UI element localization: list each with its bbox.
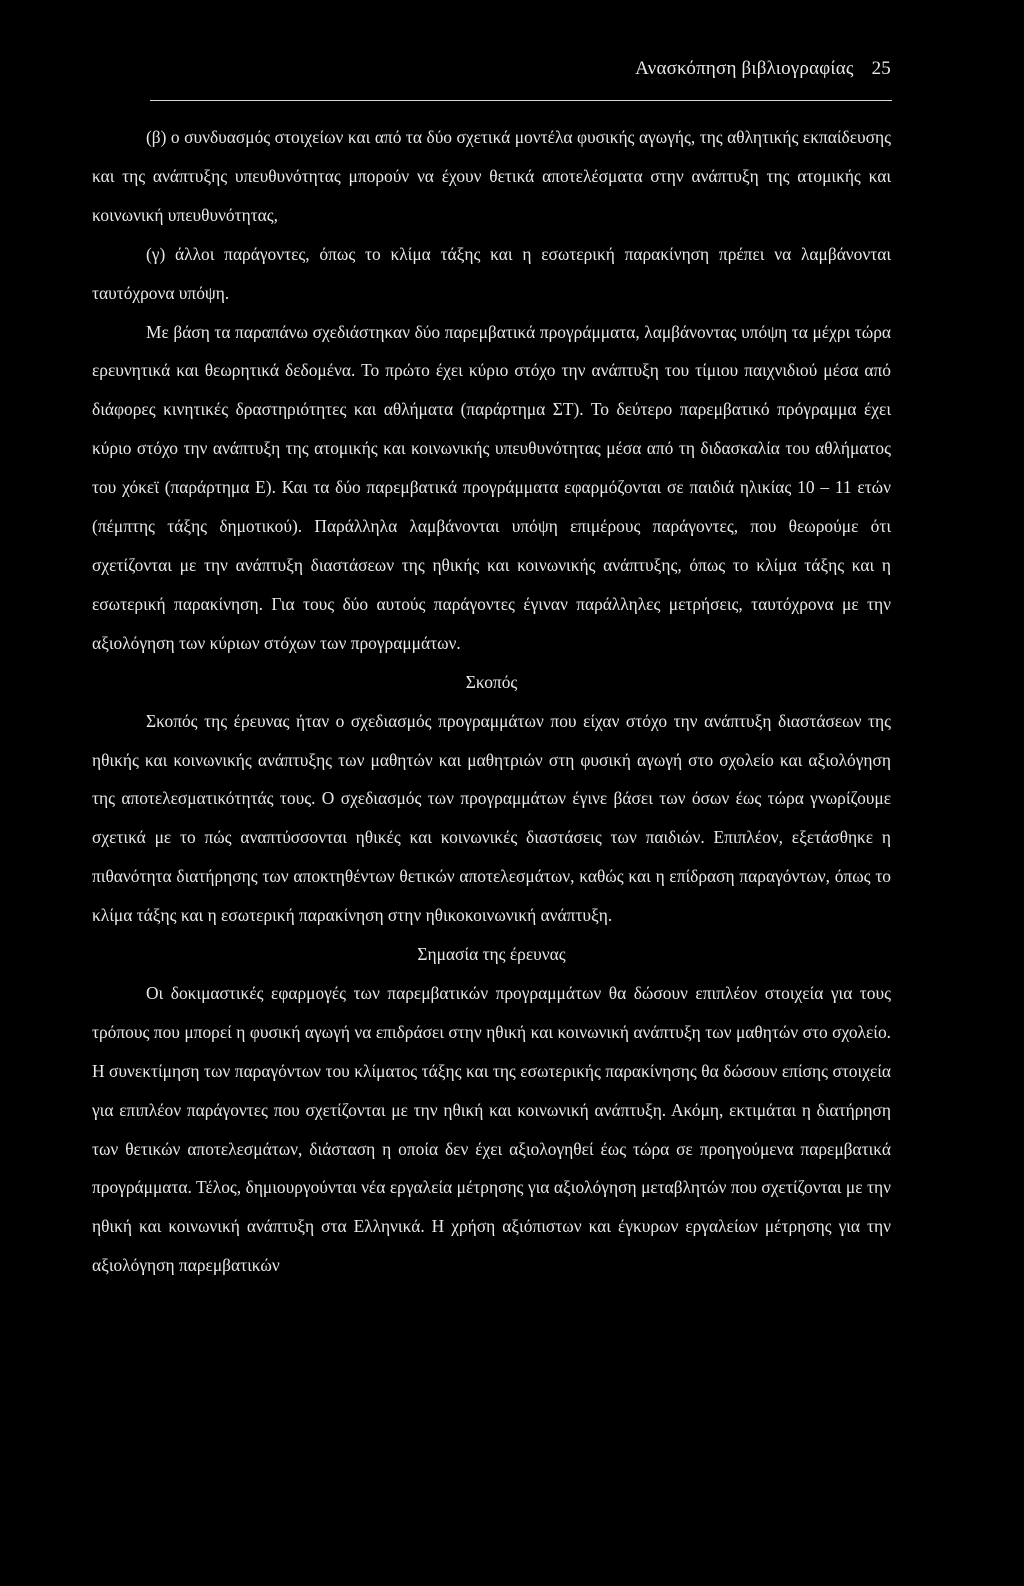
running-title: Ανασκόπηση βιβλιογραφίας bbox=[635, 58, 854, 79]
paragraph-significance: Οι δοκιμαστικές εφαρμογές των παρεμβατικών προγραμμάτων θα δώσουν επιπλέον στοιχεία για τους τρόπους που μπορεί η φυσική αγωγή να επιδράσει στην ηθική και κοινωνική ανάπτυξη των μαθητών στο σχολείο. Η συνεκτίμηση των παραγόντων του κλίματος τάξης και της εσωτερικής παρακίνησης θα δώσουν επίσης στοιχεία για επιπλέον παράγοντες που σχετίζονται με την ηθική και κοινωνική ανάπτυξη. Ακόμη, εκτιμάται η διατήρηση των θετικών αποτελεσμάτων, διάσταση η οποία δεν έχει αξιολογηθεί έως τώρα σε προηγούμενα παρεμβατικά προγράμματα. Τέλος, δημιουργούνται νέα εργαλεία μέτρησης για αξιολόγηση μεταβλητών που σχετίζονται με την ηθική και κοινωνική ανάπτυξη στα Ελληνικά. Η χρήση αξιόπιστων και έγκυρων εργαλείων μέτρησης για την αξιολόγηση παρεμβατικών bbox=[92, 982, 891, 1276]
header-rule bbox=[150, 100, 892, 101]
paragraph-programs: Με βάση τα παραπάνω σχεδιάστηκαν δύο παρεμβατικά προγράμματα, λαμβάνοντας υπόψη τα μέχρι τώρα ερευνητικά και θεωρητικά δεδομένα. Το πρώτο έχει κύριο στόχο την ανάπτυξη του τίμιου παιχνιδιού μέσα από διάφορες κινητικές δραστηριότητες και αθλήματα (παράρτημα ΣΤ). Το δεύτερο παρεμβατικό πρόγραμμα έχει κύριο στόχο την ανάπτυξη της ατομικής και κοινωνικής υπευθυνότητας μέσα από τη διδασκαλία του αθλήματος του χόκεϊ (παράρτημα Ε). Και τα δύο παρεμβατικά προγράμματα εφαρμόζονται σε παιδιά ηλικίας 10 – 11 ετών (πέμπτης τάξης δημοτικού). Παράλληλα λαμβάνονται υπόψη επιμέρους παράγοντες, που θεωρούμε ότι σχετίζονται με την ανάπτυξη διαστάσεων της ηθικής και κοινωνικής ανάπτυξης, όπως το κλίμα τάξης και η εσωτερική παρακίνηση. Για τους δύο αυτούς παράγοντες έγιναν παράλληλες μετρήσεις, ταυτόχρονα με την αξιολόγηση των κύριων στόχων των προγραμμάτων. bbox=[92, 321, 891, 653]
paragraph-beta: (β) ο συνδυασμός στοιχείων και από τα δύο σχετικά μοντέλα φυσικής αγωγής, της αθλητικής εκπαίδευσης και της ανάπτυξης υπευθυνότητας μπορούν να έχουν θετικά αποτελέσματα στην ανάπτυξη της ατομικής και κοινωνική υπευθυνότητας, bbox=[92, 127, 891, 225]
body-text bbox=[92, 118, 891, 1285]
section-heading-aim: Σκοπός bbox=[465, 671, 518, 692]
paragraph-gamma: (γ) άλλοι παράγοντες, όπως το κλίμα τάξης και η εσωτερική παρακίνηση πρέπει να λαμβάνονται ταυτόχρονα υπόψη. bbox=[92, 243, 891, 303]
page-number: 25 bbox=[871, 58, 891, 79]
running-header bbox=[635, 58, 891, 80]
section-heading-significance: Σημασία της έρευνας bbox=[417, 944, 566, 965]
paragraph-aim: Σκοπός της έρευνας ήταν ο σχεδιασμός προγραμμάτων που είχαν στόχο την ανάπτυξη διαστάσεων της ηθικής και κοινωνικής ανάπτυξης των μαθητών και μαθητριών στη φυσική αγωγή στο σχολείο και αξιολόγηση της αποτελεσματικότητάς τους. Ο σχεδιασμός των προγραμμάτων έγινε βάσει των όσων έως τώρα γνωρίζουμε σχετικά με το πώς αναπτύσσονται ηθικές και κοινωνικές διαστάσεις των παιδιών. Επιπλέον, εξετάσθηκε η πιθανότητα διατήρησης των αποκτηθέντων θετικών αποτελεσμάτων, καθώς και η επίδραση παραγόντων, όπως το κλίμα τάξης και η εσωτερική παρακίνηση στην ηθικοκοινωνική ανάπτυξη. bbox=[92, 710, 891, 926]
